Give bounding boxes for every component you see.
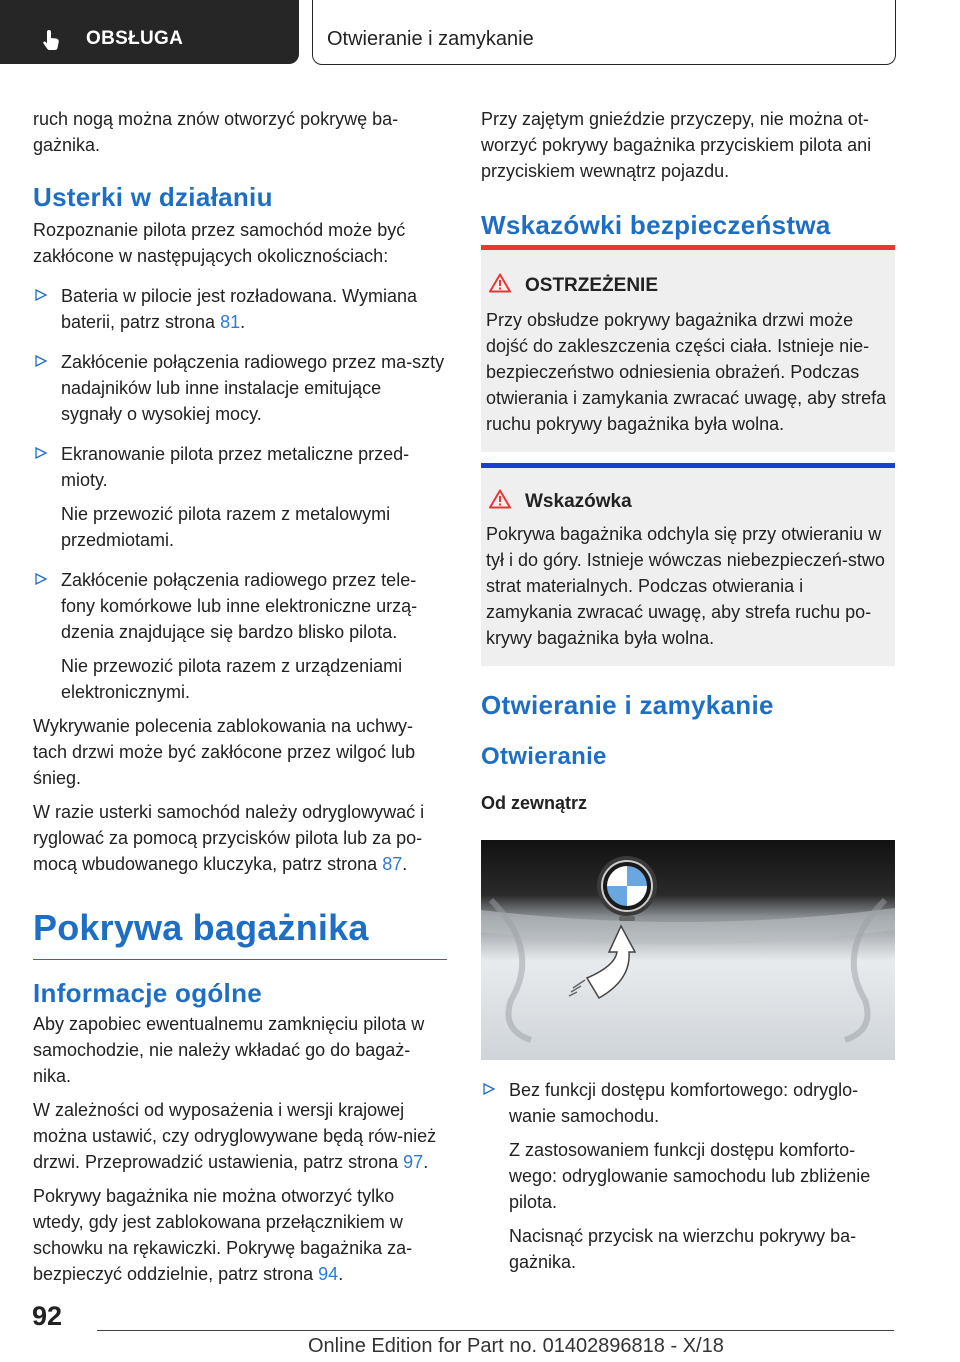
opening-heading: Otwieranie xyxy=(481,743,607,770)
list-item xyxy=(33,349,447,427)
outside-heading: Od zewnątrz xyxy=(481,793,588,813)
page-number: 92 xyxy=(32,1301,63,1331)
faults-heading: Usterki w działaniu xyxy=(33,182,273,212)
bullet-triangle-icon xyxy=(35,289,47,301)
warning-title: OSTRZEŻENIE xyxy=(525,275,659,296)
list-item-note: Nacisnąć przycisk na wierzchu pokrywy ba-gażnika. xyxy=(509,1226,857,1272)
notice-text: Pokrywa bagażnika odchyla się przy otwieraniu w tył i do góry. Istnieje wówczas niebezpieczeń-stwo strat materialnych. Podczas otwierania i zamykania zwracać uwagę, aby strefa ruchu po-krywy bagażnika była wolna. xyxy=(486,524,885,648)
list-item xyxy=(33,441,447,493)
notice-box xyxy=(481,463,895,666)
general-paragraph-1: Aby zapobiec ewentualnemu zamknięciu pilota w samochodzie, nie należy wkładać go do bagaż-nika. xyxy=(33,1014,425,1086)
list-item-text: Ekranowanie pilota przez metaliczne przed-mioty. xyxy=(61,444,410,490)
list-item: Bateria w pilocie jest rozładowana. Wymiana baterii, patrz strona 81. xyxy=(33,283,447,335)
right-column xyxy=(481,106,895,241)
safety-heading: Wskazówki bezpieczeństwa xyxy=(481,210,831,240)
trunk-heading: Pokrywa bagażnika xyxy=(33,907,447,960)
faults-intro: Rozpoznanie pilota przez samochód może być zakłócone w następujących okolicznościach: xyxy=(33,220,406,266)
list-item-text: Zakłócenie połączenia radiowego przez tele-fony komórkowe lub inne elektroniczne urzą-dzenia znajdujące się bardzo blisko pilota. xyxy=(61,570,418,642)
section-tab xyxy=(0,0,299,64)
chapter-title: Otwieranie i zamykanie xyxy=(327,28,534,50)
list-item-text: Bateria w pilocie jest rozładowana. Wymiana baterii, patrz strona xyxy=(61,286,418,332)
warning-triangle-icon xyxy=(489,489,511,509)
trunk-lid-photo xyxy=(481,840,895,1060)
notice-title: Wskazówka xyxy=(525,491,632,512)
list-item-text: Zakłócenie połączenia radiowego przez ma-szty nadajników lub inne instalacje emitujące sygnały o wysokiej mocy. xyxy=(61,352,445,424)
list-item-note: Nie przewozić pilota razem z metalowymi przedmiotami. xyxy=(61,504,391,550)
page-link[interactable]: 87 xyxy=(382,854,403,874)
notice-bar xyxy=(481,463,895,468)
warning-bar xyxy=(481,245,895,250)
list-item-note: Z zastosowaniem funkcji dostępu komforto-wego: odryglowanie samochodu lub zbliżenie pilota. xyxy=(509,1140,871,1212)
footer-edition-text: Online Edition for Part no. 01402896818 - X/18 xyxy=(308,1335,724,1357)
list-item xyxy=(481,1077,895,1129)
bullet-triangle-icon xyxy=(35,355,47,367)
page-link[interactable]: 94 xyxy=(318,1264,339,1284)
footer-divider xyxy=(97,1330,894,1331)
open-close-heading: Otwieranie i zamykanie xyxy=(481,690,774,720)
trunk-lid-illustration xyxy=(481,840,895,1060)
section-tab-label: OBSŁUGA xyxy=(86,28,184,49)
moisture-paragraph: Wykrywanie polecenia zablokowania na uchwy-tach drzwi może być zakłócone przez wilgoć lub śnieg. xyxy=(33,716,416,788)
list-item-note: Nie przewozić pilota razem z urządzeniami elektronicznymi. xyxy=(61,656,403,702)
left-column xyxy=(33,106,447,1287)
fault-action-paragraph: W razie usterki samochód należy odryglowywać i ryglować za pomocą przycisków pilota lub za po-mocą wbudowanego kluczyka, patrz strona 87. xyxy=(33,802,425,874)
trailer-paragraph: Przy zajętym gnieździe przyczepy, nie można ot-worzyć pokrywy bagażnika przyciskiem pilota ani przyciskiem wewnątrz pojazdu. xyxy=(481,109,872,181)
chapter-header xyxy=(312,0,896,65)
bullet-triangle-icon xyxy=(35,447,47,459)
list-item xyxy=(33,567,447,645)
page-link[interactable]: 97 xyxy=(403,1152,424,1172)
right-column-bullets xyxy=(481,1077,895,1275)
right-column-lower xyxy=(481,690,895,814)
warning-box xyxy=(481,245,895,452)
warning-triangle-icon xyxy=(489,273,511,293)
general-paragraph-2: W zależności od wyposażenia i wersji krajowej można ustawić, czy odryglowywane będą rów-nież drzwi. Przeprowadzić ustawienia, patrz strona 97. xyxy=(33,1100,437,1172)
page-link[interactable]: 81 xyxy=(220,312,241,332)
bullet-triangle-icon xyxy=(483,1083,495,1095)
list-item-text: Bez funkcji dostępu komfortowego: odryglo-wanie samochodu. xyxy=(509,1080,859,1126)
warning-text: Przy obsłudze pokrywy bagażnika drzwi może dojść do zakleszczenia części ciała. Istnieje nie-bezpieczeństwo odniesienia obrażeń. Podczas otwierania i zamykania zwracać uwagę, aby strefa ruchu pokrywy bagażnika była wolna. xyxy=(486,310,887,434)
general-heading: Informacje ogólne xyxy=(33,978,263,1008)
general-paragraph-3: Pokrywy bagażnika nie można otworzyć tylko wtedy, gdy jest zablokowana przełącznikiem w schowku na rękawiczki. Pokrywę bagażnika za-bezpieczyć oddzielnie, patrz strona 94. xyxy=(33,1186,413,1284)
intro-paragraph: ruch nogą można znów otworzyć pokrywę ba-gażnika. xyxy=(33,109,399,155)
bullet-triangle-icon xyxy=(35,573,47,585)
hand-touch-icon xyxy=(40,28,64,52)
